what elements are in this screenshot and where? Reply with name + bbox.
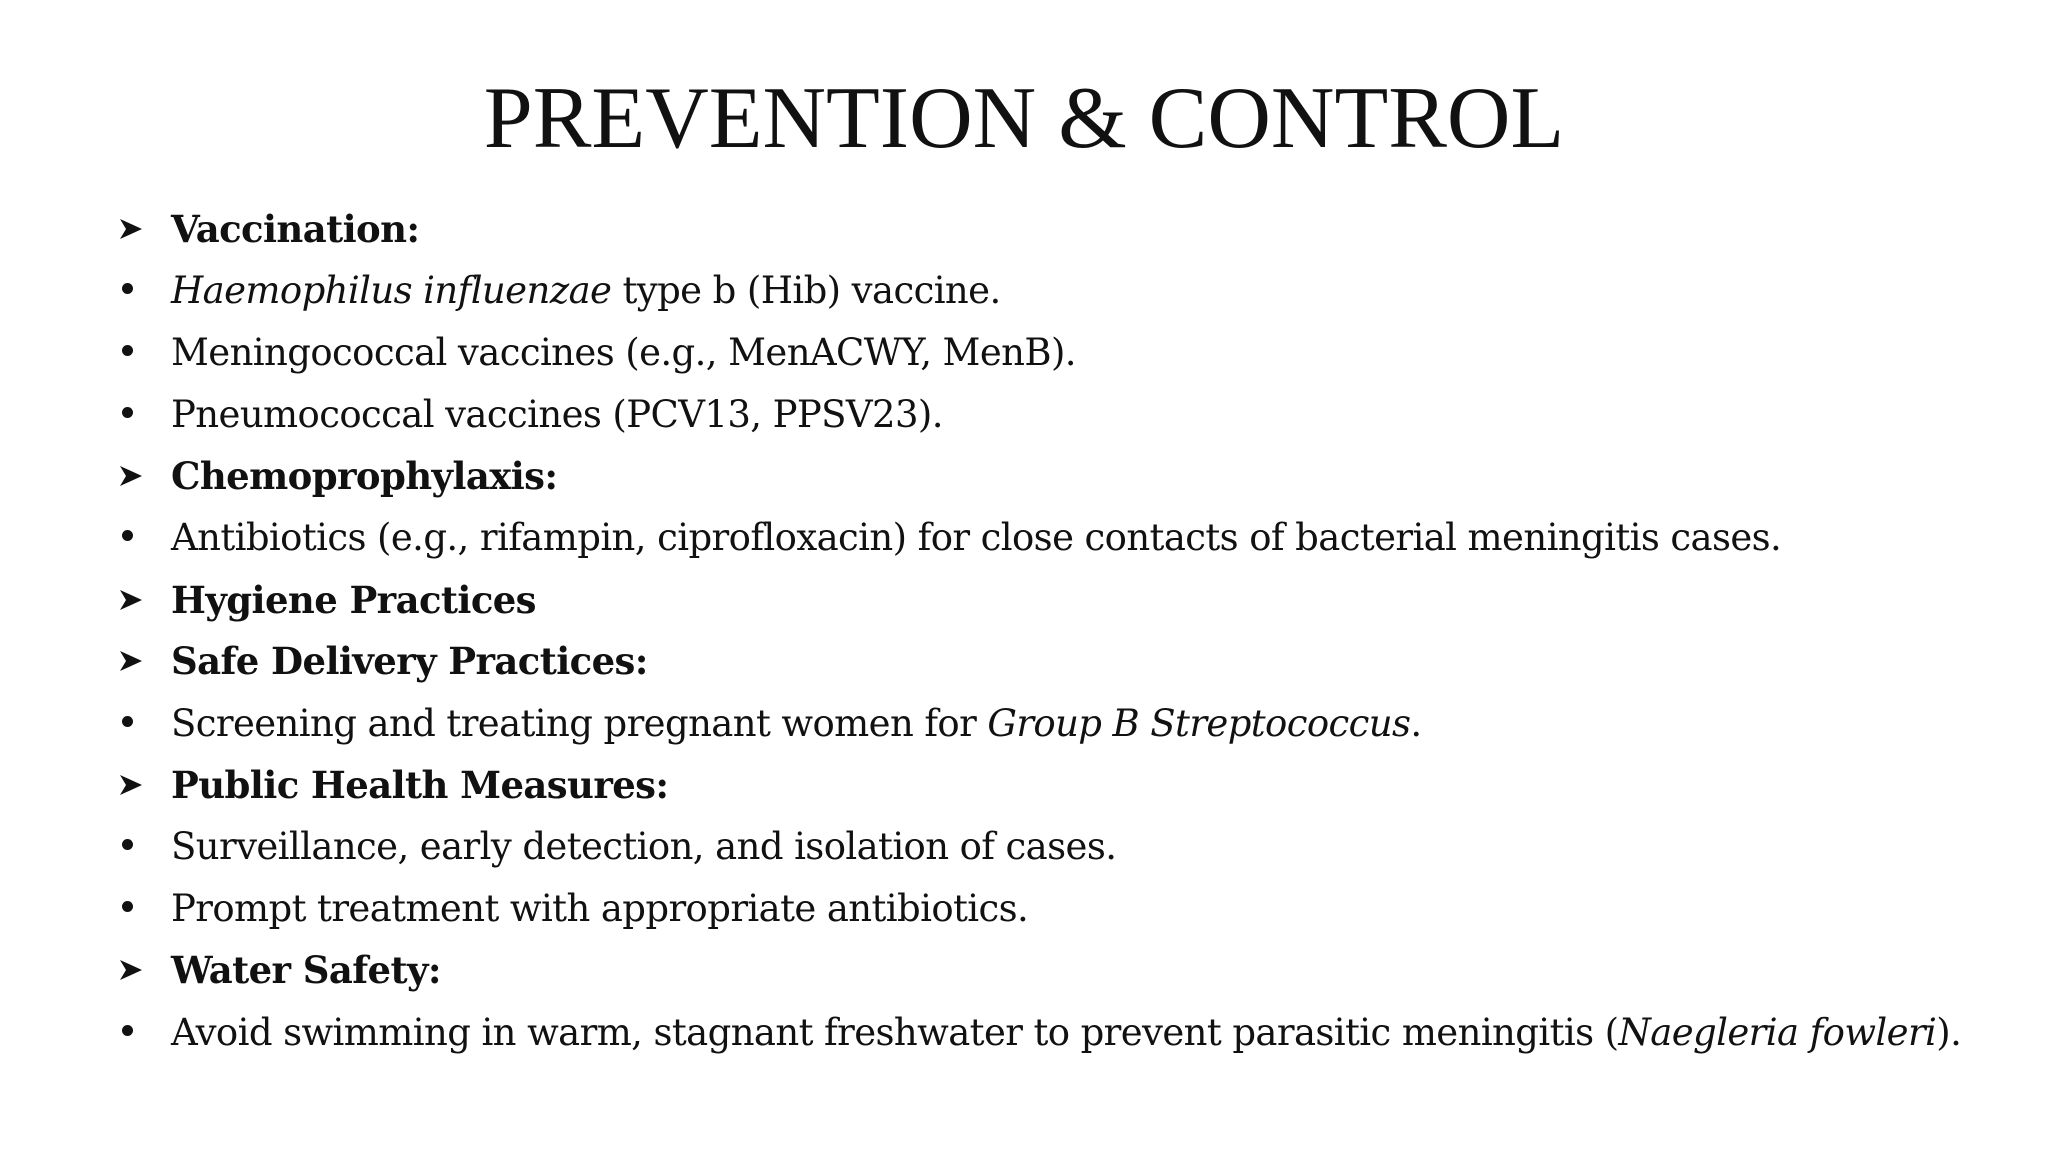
item-text-italic: Haemophilus influenzae — [171, 269, 612, 313]
item-text: Chemoprophylaxis: — [171, 454, 558, 499]
list-item-heading — [118, 569, 1998, 631]
list-item — [118, 507, 1998, 569]
item-text-tail: ). — [1936, 1010, 1962, 1054]
arrow-icon — [118, 940, 144, 1002]
bullet-icon — [118, 260, 133, 322]
item-text: Prompt treatment with appropriate antibiotics. — [171, 887, 1029, 931]
item-text: Water Safety: — [171, 948, 441, 993]
item-text: Vaccination: — [171, 206, 420, 251]
arrow-icon — [118, 569, 144, 631]
list-item — [118, 260, 1998, 322]
bullet-icon — [118, 507, 133, 569]
item-text: Public Health Measures: — [171, 763, 669, 808]
item-text-italic: Naegleria fowleri — [1618, 1010, 1937, 1054]
list-item — [118, 878, 1998, 940]
bullet-icon — [118, 878, 133, 940]
list-item-heading — [118, 940, 1998, 1002]
list-item — [118, 692, 1998, 754]
arrow-icon — [118, 198, 144, 260]
list-item-heading — [118, 631, 1998, 693]
item-text: Safe Delivery Practices: — [171, 639, 648, 684]
slide-title: PREVENTION & CONTROL — [483, 70, 1565, 167]
item-text: type b (Hib) vaccine. — [611, 269, 1001, 313]
item-text: Antibiotics (e.g., rifampin, ciprofloxacin) for close contacts of bacterial meningitis cases. — [171, 516, 1782, 560]
item-text: Meningococcal vaccines (e.g., MenACWY, MenB). — [171, 330, 1076, 374]
item-text-italic: Group B Streptococcus — [987, 701, 1411, 745]
list-item-heading — [118, 754, 1998, 816]
item-text: Avoid swimming in warm, stagnant freshwater to prevent parasitic meningitis ( — [171, 1010, 1619, 1054]
item-text: Surveillance, early detection, and isolation of cases. — [171, 825, 1117, 869]
arrow-icon — [118, 631, 144, 693]
bullet-icon — [118, 692, 133, 754]
arrow-icon — [118, 445, 144, 507]
content-list — [118, 198, 1998, 1063]
list-item — [118, 816, 1998, 878]
item-text: Screening and treating pregnant women for — [171, 701, 988, 745]
item-text-tail: . — [1410, 701, 1422, 745]
list-item — [118, 383, 1998, 445]
list-item — [118, 1001, 1998, 1063]
bullet-icon — [118, 383, 133, 445]
item-text: Hygiene Practices — [171, 577, 536, 622]
list-item — [118, 322, 1998, 384]
list-item-heading — [118, 198, 1998, 260]
bullet-icon — [118, 1001, 133, 1063]
bullet-icon — [118, 816, 133, 878]
list-item-heading — [118, 445, 1998, 507]
item-text: Pneumococcal vaccines (PCV13, PPSV23). — [171, 392, 943, 436]
bullet-icon — [118, 322, 133, 384]
arrow-icon — [118, 754, 144, 816]
